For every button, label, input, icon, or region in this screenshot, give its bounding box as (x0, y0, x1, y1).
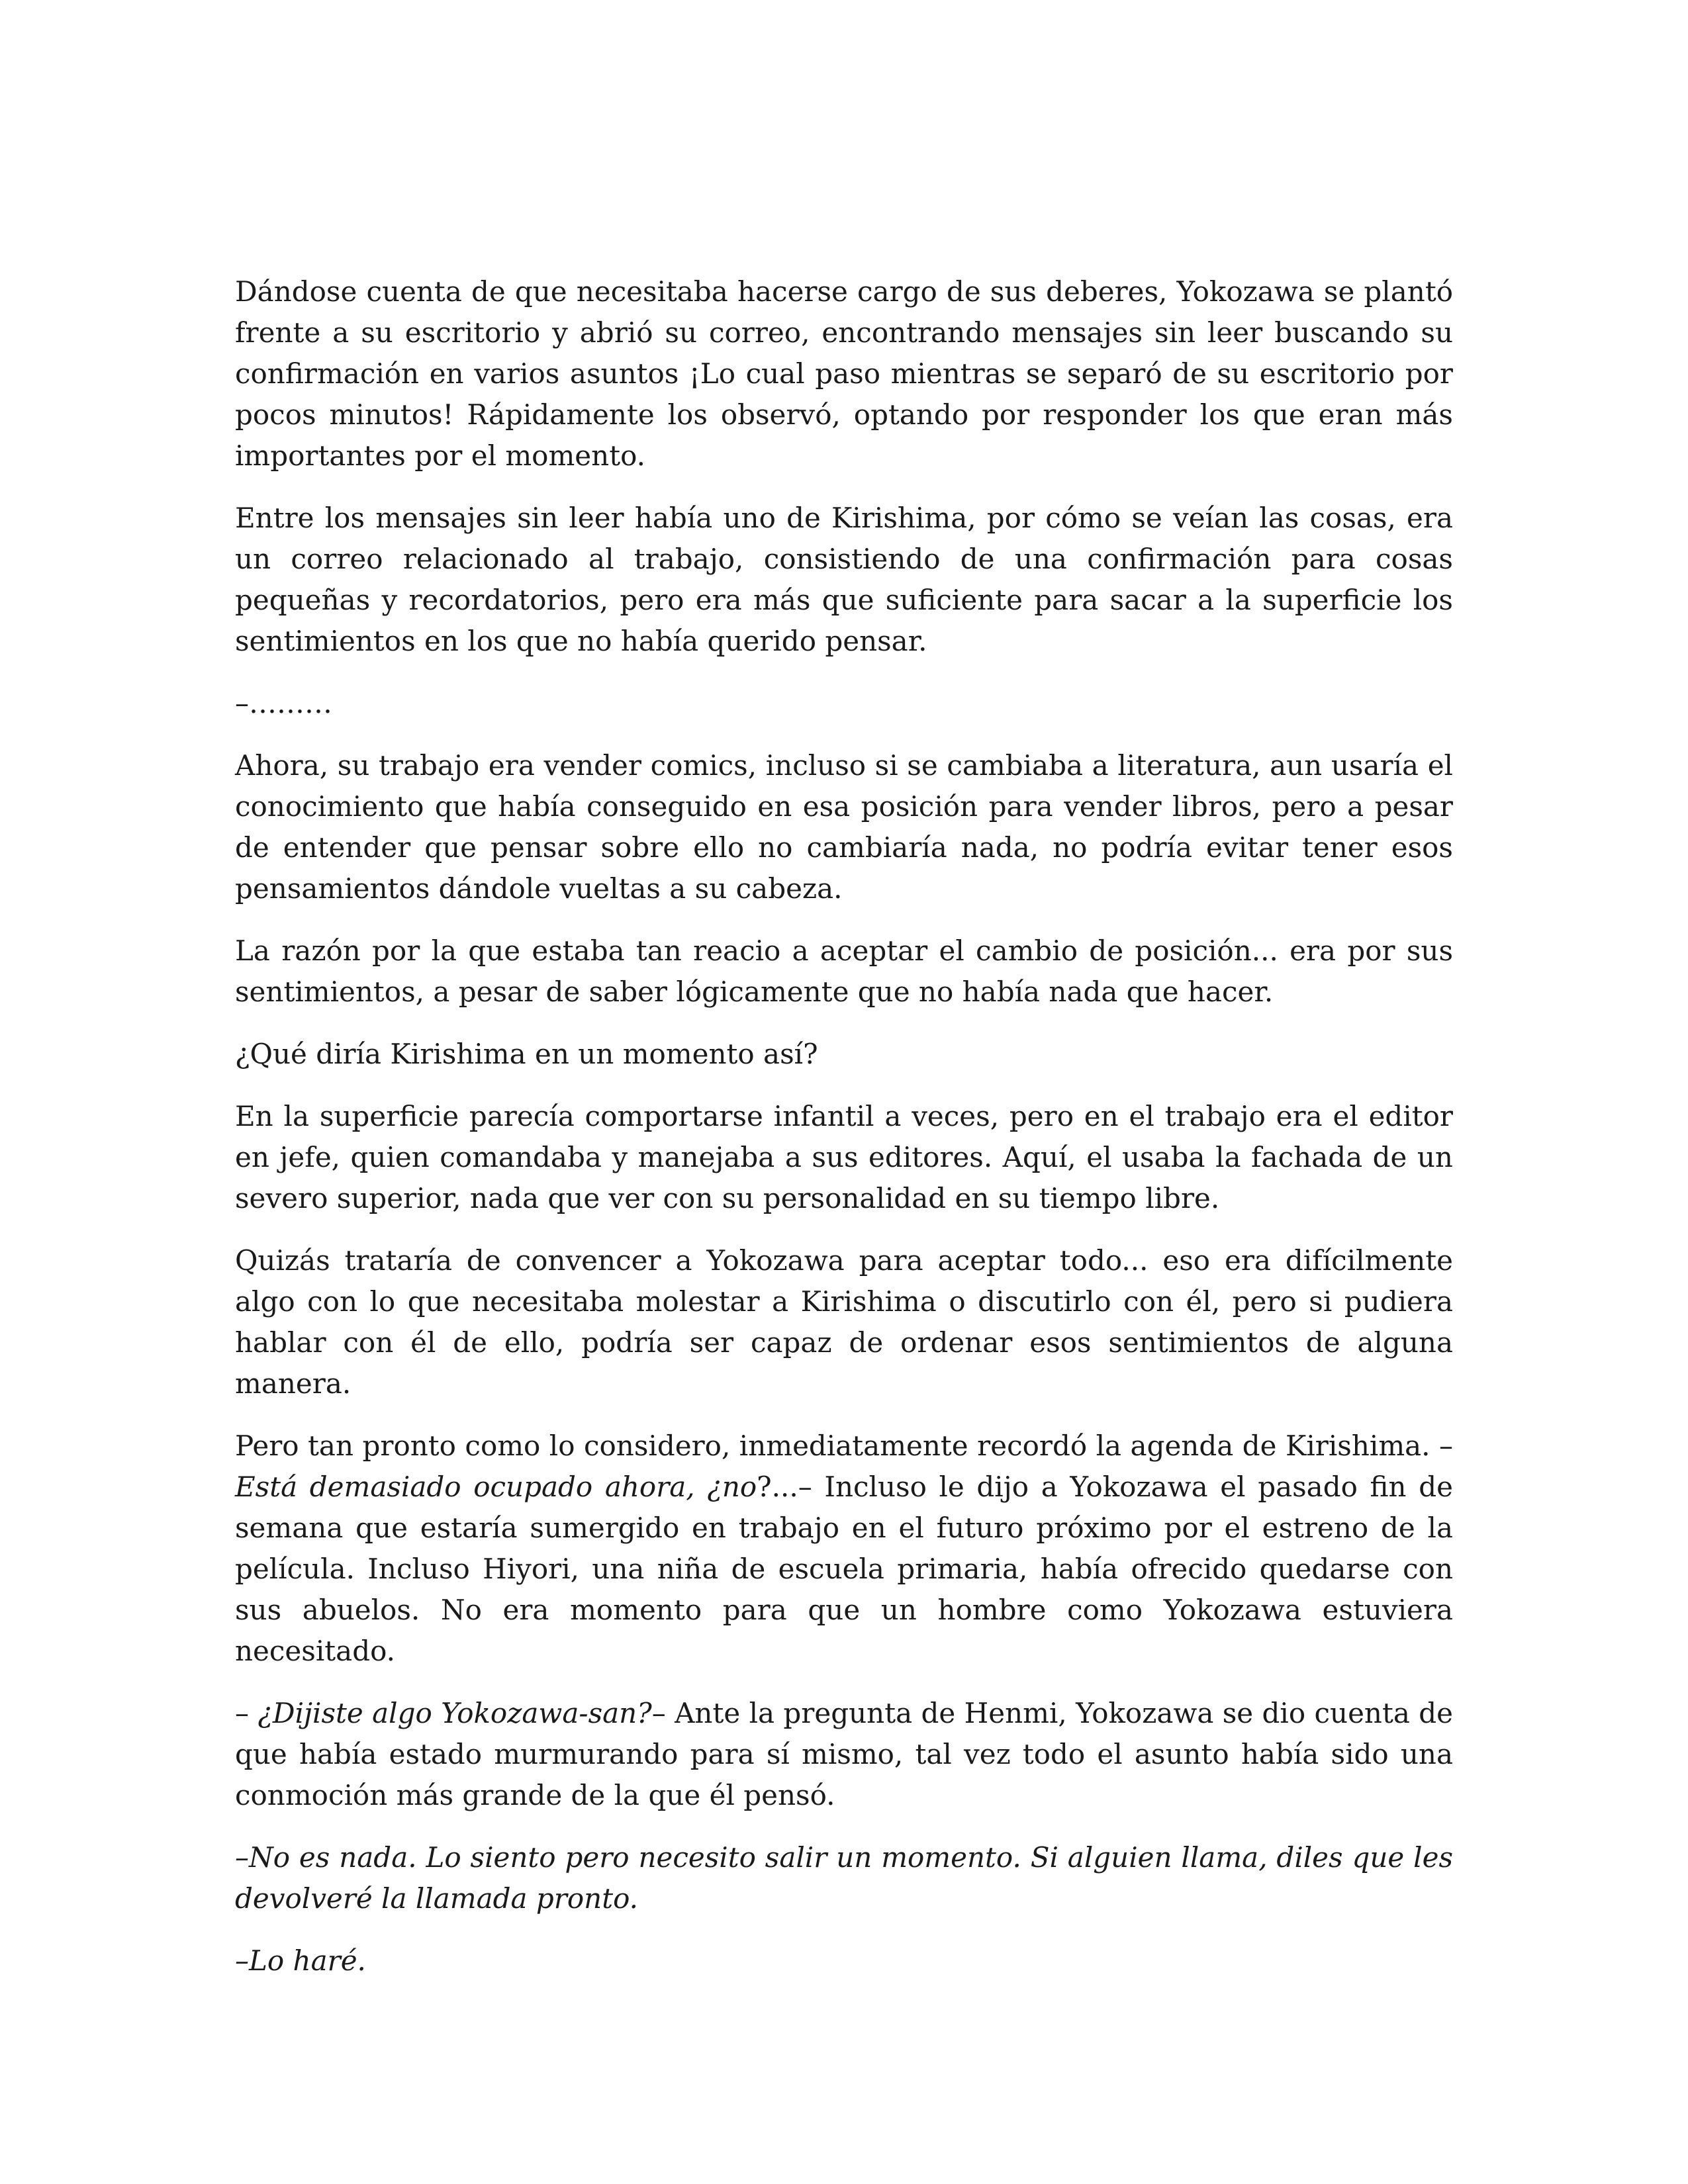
paragraph (235, 1034, 1453, 1075)
paragraph (235, 1940, 1453, 1981)
paragraph (235, 1096, 1453, 1219)
text-segment: –……… (235, 687, 332, 719)
text-segment: ?...– Incluso le dijo a Yokozawa el pasado fin de semana que estaría sumergido en trabajo en el futuro próximo por el estreno de la película. Incluso Hiyori, una niña de escuela primaria, había ofrecido quedarse con sus abuelos. No era momento para que un hombre como Yokozawa estuviera necesitado. (235, 1471, 1453, 1667)
paragraph (235, 745, 1453, 909)
paragraph (235, 1240, 1453, 1404)
italic-text-segment: –Lo haré. (235, 1944, 366, 1977)
text-segment: La razón por la que estaba tan reacio a aceptar el cambio de posición... era por sus sentimientos, a pesar de saber lógicamente que no había nada que hacer. (235, 934, 1453, 1008)
text-segment: Ahora, su trabajo era vender comics, incluso si se cambiaba a literatura, aun usaría el conocimiento que había conseguido en esa posición para vender libros, pero a pesar de entender que pensar sobre ello no cambiaría nada, no podría evitar tener esos pensamientos dándole vueltas a su cabeza. (235, 749, 1453, 905)
paragraph (235, 683, 1453, 724)
text-segment: Dándose cuenta de que necesitaba hacerse cargo de sus deberes, Yokozawa se plantó frente a su escritorio y abrió su correo, encontrando mensajes sin leer buscando su confirmación en varios asuntos ¡Lo cual paso mientras se separó de su escritorio por pocos minutos! Rápidamente los observó, optando por responder los que eran más importantes por el momento. (235, 275, 1453, 472)
italic-text-segment: ¿Dijiste algo Yokozawa-san? (258, 1697, 652, 1729)
document-body (235, 271, 1453, 2003)
paragraph (235, 1837, 1453, 1919)
paragraph (235, 1426, 1453, 1672)
paragraph (235, 498, 1453, 662)
text-segment: – Ante la pregunta de Henmi, Yokozawa se dio cuenta de que había estado murmurando para sí mismo, tal vez todo el asunto había sido una conmoción más grande de la que él pensó. (235, 1697, 1453, 1811)
text-segment: Entre los mensajes sin leer había uno de Kirishima, por cómo se veían las cosas, era un correo relacionado al trabajo, consistiendo de una confirmación para cosas pequeñas y recordatorios, pero era más que suficiente para sacar a la superficie los sentimientos en los que no había querido pensar. (235, 502, 1453, 657)
text-segment: Quizás trataría de convencer a Yokozawa para aceptar todo... eso era difícilmente algo con lo que necesitaba molestar a Kirishima o discutirlo con él, pero si pudiera hablar con él de ello, podría ser capaz de ordenar esos sentimientos de alguna manera. (235, 1244, 1453, 1400)
italic-text-segment: Está demasiado ocupado ahora, ¿no (235, 1471, 757, 1503)
paragraph (235, 271, 1453, 477)
text-segment: En la superficie parecía comportarse infantil a veces, pero en el trabajo era el editor en jefe, quien comandaba y manejaba a sus editores. Aquí, el usaba la fachada de un severo superior, nada que ver con su personalidad en su tiempo libre. (235, 1100, 1453, 1214)
text-segment: – (235, 1697, 258, 1729)
text-segment: Pero tan pronto como lo considero, inmediatamente recordó la agenda de Kirishima. – (235, 1430, 1453, 1462)
paragraph (235, 1693, 1453, 1816)
paragraph (235, 931, 1453, 1013)
italic-text-segment: –No es nada. Lo siento pero necesito salir un momento. Si alguien llama, diles que les devolveré la llamada pronto. (235, 1841, 1453, 1915)
text-segment: ¿Qué diría Kirishima en un momento así? (235, 1038, 818, 1070)
